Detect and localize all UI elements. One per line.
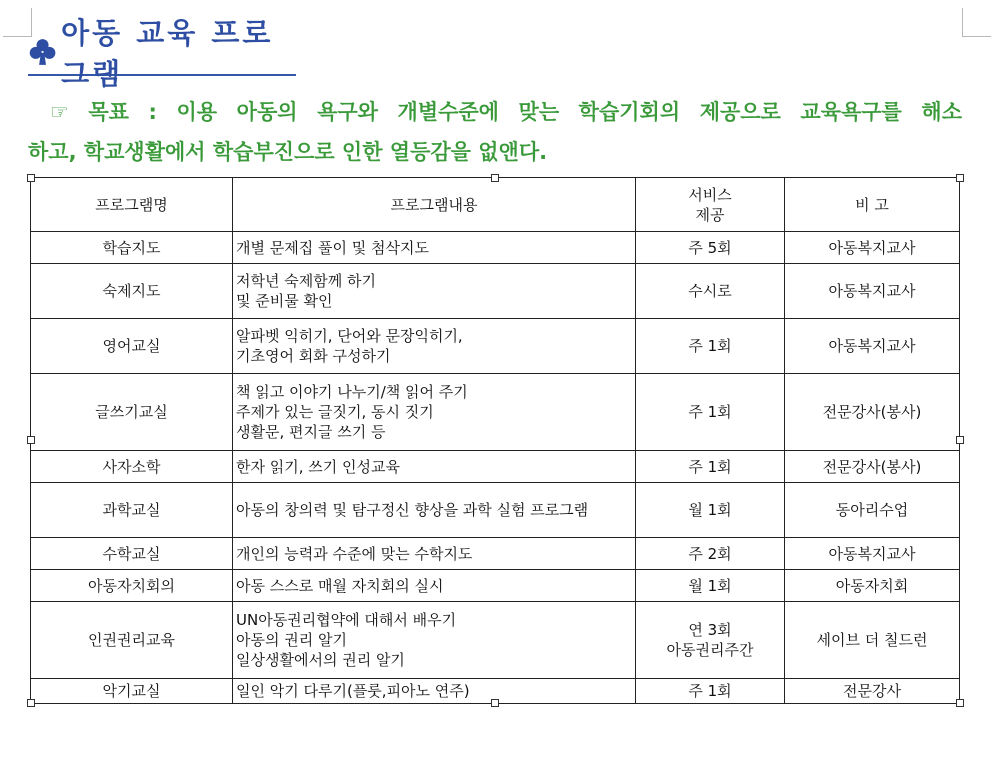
- service-frequency-cell: 주 1회: [636, 679, 785, 704]
- note-cell: 전문강사(봉사): [785, 374, 960, 451]
- table-row: [31, 319, 960, 374]
- table-row: [31, 483, 960, 538]
- selection-handle[interactable]: [956, 436, 964, 444]
- club-icon: [28, 35, 57, 69]
- program-table-container: [30, 177, 959, 702]
- table-row: [31, 264, 960, 319]
- note-cell: 동아리수업: [785, 483, 960, 538]
- program-name-cell: 영어교실: [31, 319, 233, 374]
- program-content-cell: UN아동권리협약에 대해서 배우기 아동의 권리 알기 일상생활에서의 권리 알기: [233, 602, 636, 679]
- program-name-cell: 사자소학: [31, 451, 233, 483]
- program-name-cell: 인권권리교육: [31, 602, 233, 679]
- program-content-cell: 알파벳 익히기, 단어와 문장익히기, 기초영어 회화 구성하기: [233, 319, 636, 374]
- program-name-cell: 악기교실: [31, 679, 233, 704]
- program-name-cell: 글쓰기교실: [31, 374, 233, 451]
- selection-handle[interactable]: [956, 174, 964, 182]
- table-row: [31, 602, 960, 679]
- note-cell: 아동복지교사: [785, 264, 960, 319]
- title-bar: [28, 16, 296, 91]
- program-content-cell: 아동의 창의력 및 탐구정신 향상을 과학 실험 프로그램: [233, 483, 636, 538]
- note-cell: 아동복지교사: [785, 319, 960, 374]
- page-title: 아동 교육 프로그램: [61, 16, 274, 91]
- note-cell: 전문강사(봉사): [785, 451, 960, 483]
- selection-handle[interactable]: [491, 174, 499, 182]
- header-cell: 프로그램명: [31, 178, 233, 232]
- table-row: [31, 374, 960, 451]
- header-cell: 프로그램내용: [233, 178, 636, 232]
- program-name-cell: 학습지도: [31, 232, 233, 264]
- selection-handle[interactable]: [491, 699, 499, 707]
- table-row: [31, 451, 960, 483]
- service-frequency-cell: 수시로: [636, 264, 785, 319]
- selection-handle[interactable]: [956, 699, 964, 707]
- program-content-cell: 개인의 능력과 수준에 맞는 수학지도: [233, 538, 636, 570]
- program-name-cell: 숙제지도: [31, 264, 233, 319]
- table-row: [31, 570, 960, 602]
- service-frequency-cell: 월 1회: [636, 570, 785, 602]
- note-cell: 세이브 더 칠드런: [785, 602, 960, 679]
- goal-paragraph: [28, 92, 962, 172]
- program-content-cell: 책 읽고 이야기 나누기/책 읽어 주기 주제가 있는 글짓기, 동시 짓기 생활문, 편지글 쓰기 등: [233, 374, 636, 451]
- program-content-cell: 개별 문제집 풀이 및 첨삭지도: [233, 232, 636, 264]
- note-cell: 아동복지교사: [785, 232, 960, 264]
- service-frequency-cell: 연 3회 아동권리주간: [636, 602, 785, 679]
- service-frequency-cell: 주 5회: [636, 232, 785, 264]
- table-row: [31, 232, 960, 264]
- program-name-cell: 과학교실: [31, 483, 233, 538]
- service-frequency-cell: 주 1회: [636, 319, 785, 374]
- service-frequency-cell: 월 1회: [636, 483, 785, 538]
- selection-handle[interactable]: [27, 699, 35, 707]
- service-frequency-cell: 주 2회: [636, 538, 785, 570]
- table-header-row: [31, 178, 960, 232]
- service-frequency-cell: 주 1회: [636, 374, 785, 451]
- note-cell: 전문강사: [785, 679, 960, 704]
- table-row: [31, 538, 960, 570]
- program-name-cell: 아동자치회의: [31, 570, 233, 602]
- selection-handle[interactable]: [27, 436, 35, 444]
- service-frequency-cell: 주 1회: [636, 451, 785, 483]
- selection-handle[interactable]: [27, 174, 35, 182]
- program-name-cell: 수학교실: [31, 538, 233, 570]
- header-cell: 비 고: [785, 178, 960, 232]
- goal-line-1: ☞ 목표 : 이용 아동의 욕구와 개별수준에 맞는 학습기회의 제공으로 교육욕구를 해소: [50, 100, 962, 124]
- program-content-cell: 일인 악기 다루기(플룻,피아노 연주): [233, 679, 636, 704]
- program-table: [30, 177, 960, 704]
- program-content-cell: 한자 읽기, 쓰기 인성교육: [233, 451, 636, 483]
- header-cell: 서비스 제공: [636, 178, 785, 232]
- goal-line-2: 하고, 학교생활에서 학습부진으로 인한 열등감을 없앤다.: [28, 140, 548, 164]
- program-content-cell: 아동 스스로 매월 자치회의 실시: [233, 570, 636, 602]
- note-cell: 아동복지교사: [785, 538, 960, 570]
- program-content-cell: 저학년 숙제함께 하기 및 준비물 확인: [233, 264, 636, 319]
- page-corner-mark-right: [962, 8, 991, 37]
- note-cell: 아동자치회: [785, 570, 960, 602]
